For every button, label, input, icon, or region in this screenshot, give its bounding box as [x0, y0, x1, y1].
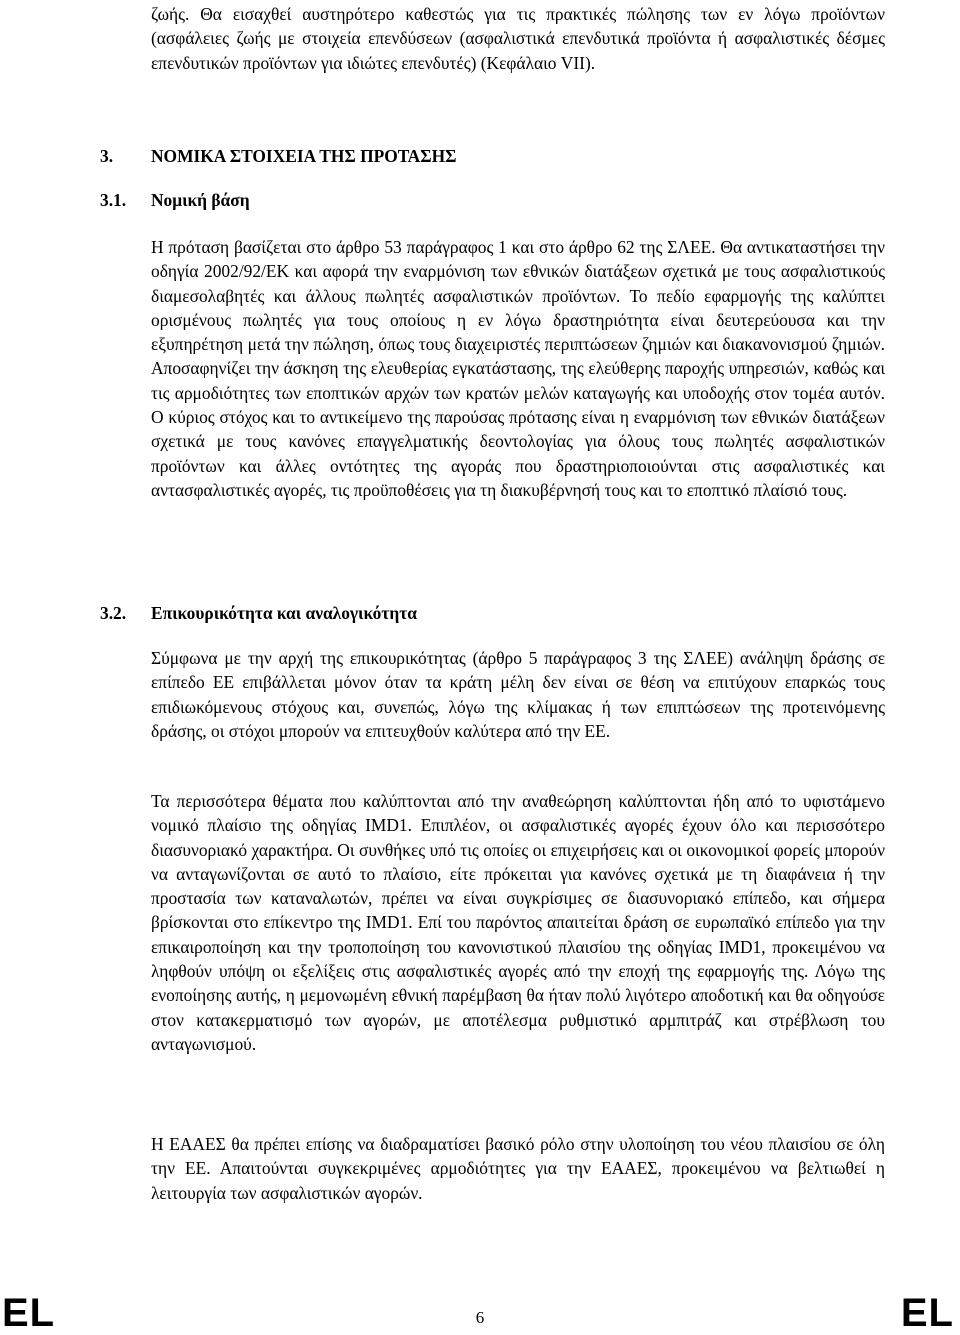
section-3-title: ΝΟΜΙΚΑ ΣΤΟΙΧΕΙΑ ΤΗΣ ΠΡΟΤΑΣΗΣ	[151, 146, 457, 166]
section-3-1-title: Νομική βάση	[151, 190, 250, 210]
subsidiarity-paragraph-1: Σύμφωνα με την αρχή της επικουρικότητας (άρθρο 5 παράγραφος 3 της ΣΛΕΕ) ανάληψη δράσης σε επίπεδο ΕΕ επιβάλλεται μόνον όταν τα κράτη μέλη δεν είναι σε θέση να επιτύχουν επαρκώς τους επιδιωκόμενους στόχους και, συνεπώς, λόγω της κλίμακας ή των επιπτώσεων της προτεινόμενης δράσης, οι στόχοι μπορούν να επιτευχθούν καλύτερα από την ΕΕ.	[151, 648, 885, 741]
section-3-1-number: 3.1.	[100, 190, 127, 210]
section-3-1-heading	[100, 188, 600, 212]
footer-language-code-right: EL	[900, 1291, 954, 1335]
footer-language-code-left: EL	[2, 1291, 56, 1335]
section-3-2-heading	[100, 601, 700, 625]
section-3-2-number: 3.2.	[100, 603, 127, 623]
section-3-heading	[100, 144, 600, 168]
legal-basis-paragraph: Η πρόταση βασίζεται στο άρθρο 53 παράγραφος 1 και στο άρθρο 62 της ΣΛΕΕ. Θα αντικαταστήσει την οδηγία 2002/92/ΕΚ και αφορά την εναρμόνιση των εθνικών διατάξεων σχετικά με τους ασφαλιστικούς διαμεσολαβητές και άλλους πωλητές ασφαλιστικών προϊόντων. Το πεδίο εφαρμογής της καλύπτει ορισμένους πωλητές για τους οποίους η εν λόγω δραστηριότητα είναι δευτερεύουσα και την εξυπηρέτηση μετά την πώληση, όπως τους διαχειριστές περιπτώσεων ζημιών και διακανονισμού ζημιών. Αποσαφηνίζει την άσκηση της ελευθερίας εγκατάστασης, της ελεύθερης παροχής υπηρεσιών, καθώς και τις αρμοδιότητες των εποπτικών αρχών των κρατών μελών καταγωγής και υποδοχής στον τομέα αυτόν. Ο κύριος στόχος και το αντικείμενο της παρούσας πρότασης είναι η εναρμόνιση των εθνικών διατάξεων σχετικά με τους κανόνες επαγγελματικής δεοντολογίας για όλους τους πωλητές ασφαλιστικών προϊόντων και άλλες οντότητες της αγοράς που δραστηριοποιούνται στις ασφαλιστικές και αντασφαλιστικές αγορές, τις προϋποθέσεις για τη διακυβέρνησή τους και το εποπτικό πλαίσιό τους.	[151, 237, 885, 500]
section-3-number: 3.	[100, 146, 114, 166]
intro-paragraph: ζωής. Θα εισαχθεί αυστηρότερο καθεστώς για τις πρακτικές πώλησης των εν λόγω προϊόντων (ασφάλειες ζωής με στοιχεία επενδύσεων (ασφαλιστικά επενδυτικά προϊόντα ή ασφαλιστικές δέσμες επενδυτικών προϊόντων για ιδιώτες επενδυτές) (Κεφάλαιο VII).	[151, 4, 885, 73]
page-number: 6	[475, 1308, 485, 1327]
subsidiarity-paragraph-3: Η ΕΑΑΕΣ θα πρέπει επίσης να διαδραματίσει βασικό ρόλο στην υλοποίηση του νέου πλαισίου σε όλη την ΕΕ. Απαιτούνται συγκεκριμένες αρμοδιότητες για την ΕΑΑΕΣ, προκειμένου να βελτιωθεί η λειτουργία των ασφαλιστικών αγορών.	[151, 1134, 885, 1203]
section-3-2-title: Επικουρικότητα και αναλογικότητα	[151, 603, 417, 623]
subsidiarity-paragraph-2: Τα περισσότερα θέματα που καλύπτονται από την αναθεώρηση καλύπτονται ήδη από το υφιστάμενο νομικό πλαίσιο της οδηγίας IMD1. Επιπλέον, οι ασφαλιστικές αγορές έχουν όλο και περισσότερο διασυνοριακό χαρακτήρα. Οι συνθήκες υπό τις οποίες οι επιχειρήσεις και οι οικονομικοί φορείς μπορούν να ανταγωνίζονται σε αυτό το πλαίσιο, είτε πρόκειται για κανόνες σχετικά με τη διαφάνεια ή την προστασία των καταναλωτών, πρέπει να είναι συγκρίσιμες σε διασυνοριακό επίπεδο, και σήμερα βρίσκονται στο επίκεντρο της IMD1. Επί του παρόντος απαιτείται δράση σε ευρωπαϊκό επίπεδο για την επικαιροποίηση και την τροποποίηση του κανονιστικού πλαισίου της οδηγίας IMD1, προκειμένου να ληφθούν υπόψη οι εξελίξεις στις ασφαλιστικές αγορές από την εποχή της εφαρμογής της. Λόγω της ενοποίησης αυτής, η μεμονωμένη εθνική παρέμβαση θα ήταν πολύ λιγότερο αποδοτική και θα οδηγούσε στον κατακερματισμό των αγορών, με αποτέλεσμα ρυθμιστικό αρμπιτράζ και στρέβλωση του ανταγωνισμού.	[151, 791, 885, 1054]
